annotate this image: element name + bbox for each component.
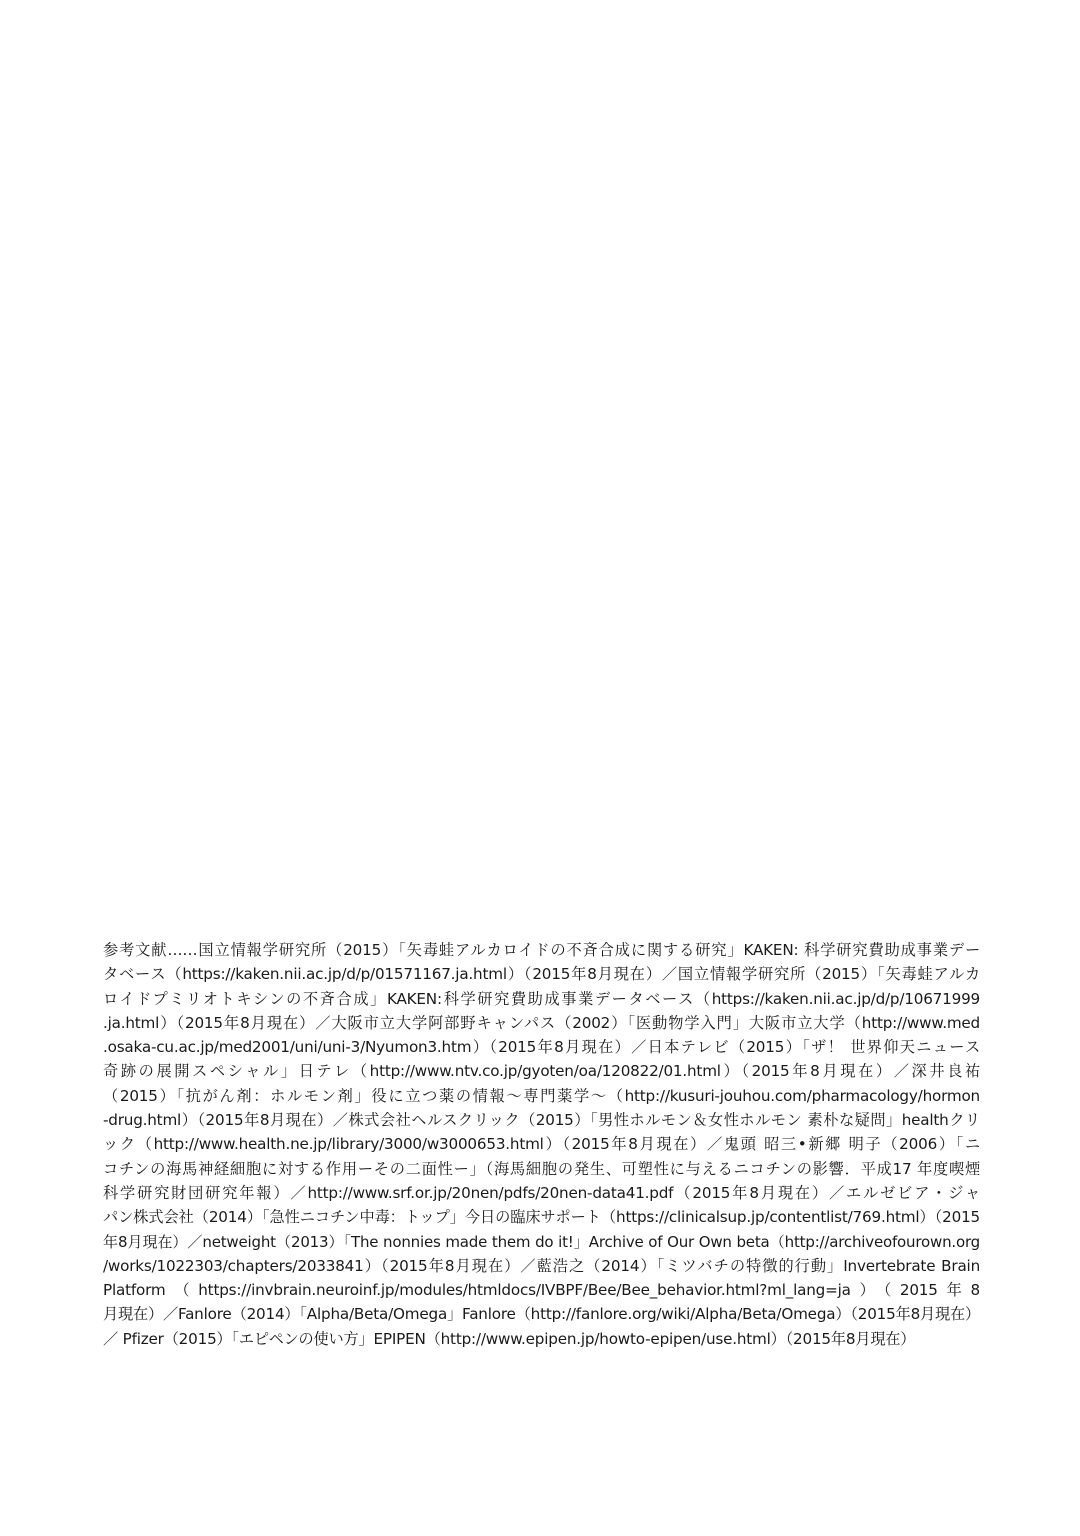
reference-line-5: .osaka-cu.ac.jp/med2001/uni/uni-3/Nyumon3.htm）（2015年8月現在）／日本テレビ（2015）「ザ！ 世界仰天ニュース (103, 1038, 980, 1057)
reference-line-10: コチンの海馬神経細胞に対する作用ーその二面性ー」（海馬細胞の発生、可塑性に与えるニコチンの影響．平成17 年度喫煙 (103, 1159, 980, 1178)
reference-line-11: 科学研究財団研究年報）／http://www.srf.or.jp/20nen/pdfs/20nen-data41.pdf（2015年8月現在）／エルゼビア・ジャ (103, 1183, 980, 1202)
reference-line-8: -drug.html）（2015年8月現在）／株式会社ヘルスクリック（2015）「男性ホルモン＆女性ホルモン 素朴な疑問」healthクリ (103, 1111, 980, 1130)
reference-line-17: ／ Pfizer（2015）「エピペンの使い方」EPIPEN（http://www.epipen.jp/howto-epipen/use.html）（2015年8月現在） (103, 1329, 916, 1348)
reference-line-16: 月現在）／Fanlore（2014）「Alpha/Beta/Omega」Fanlore（http://fanlore.org/wiki/Alpha/Beta/Omega）（2015年8月現在） (103, 1305, 980, 1324)
reference-line-1: 参考文献……国立情報学研究所（2015）「矢毒蛙アルカロイドの不斉合成に関する研究」KAKEN: 科学研究費助成事業デー (103, 941, 980, 959)
reference-line-9: ック（http://www.health.ne.jp/library/3000/w3000653.html）（2015年8月現在）／鬼頭 昭三•新郷 明子（2006）「ニ (103, 1135, 980, 1154)
reference-line-7: （2015）「抗がん剤：ホルモン剤」役に立つ薬の情報～専門薬学～（http://kusuri-jouhou.com/pharmacology/hormon (103, 1086, 980, 1105)
reference-line-14: /works/1022303/chapters/2033841）（2015年8月現在）／藍浩之（2014）「ミツバチの特徴的行動」Invertebrate Brain (103, 1256, 980, 1275)
reference-line-3: ロイドプミリオトキシンの不斉合成」KAKEN:科学研究費助成事業データベース（https://kaken.nii.ac.jp/d/p/10671999 (103, 989, 980, 1008)
reference-line-15: Platform（https://invbrain.neuroinf.jp/modules/htmldocs/IVBPF/Bee/Bee_behavior.html?ml_lang=ja）（2015年8 (103, 1281, 980, 1300)
reference-line-4: .ja.html）（2015年8月現在）／大阪市立大学阿部野キャンパス（2002）「医動物学入門」大阪市立大学（http://www.med (103, 1013, 980, 1032)
reference-line-2: タベース（https://kaken.nii.ac.jp/d/p/01571167.ja.html）（2015年8月現在）／国立情報学研究所（2015）「矢毒蛙アルカ (103, 965, 980, 984)
references-block (103, 938, 980, 1351)
reference-line-6: 奇跡の展開スペシャル」日テレ（http://www.ntv.co.jp/gyoten/oa/120822/01.html）（2015年8月現在）／深井良祐 (103, 1062, 980, 1081)
reference-line-12: パン株式会社（2014）「急性ニコチン中毒：トップ」今日の臨床サポート（https://clinicalsup.jp/contentlist/769.html）（2015 (103, 1208, 980, 1227)
reference-line-13: 年8月現在）／netweight（2013）「The nonnies made them do it!」Archive of Our Own beta（http://archiveofourown.org (103, 1232, 980, 1251)
